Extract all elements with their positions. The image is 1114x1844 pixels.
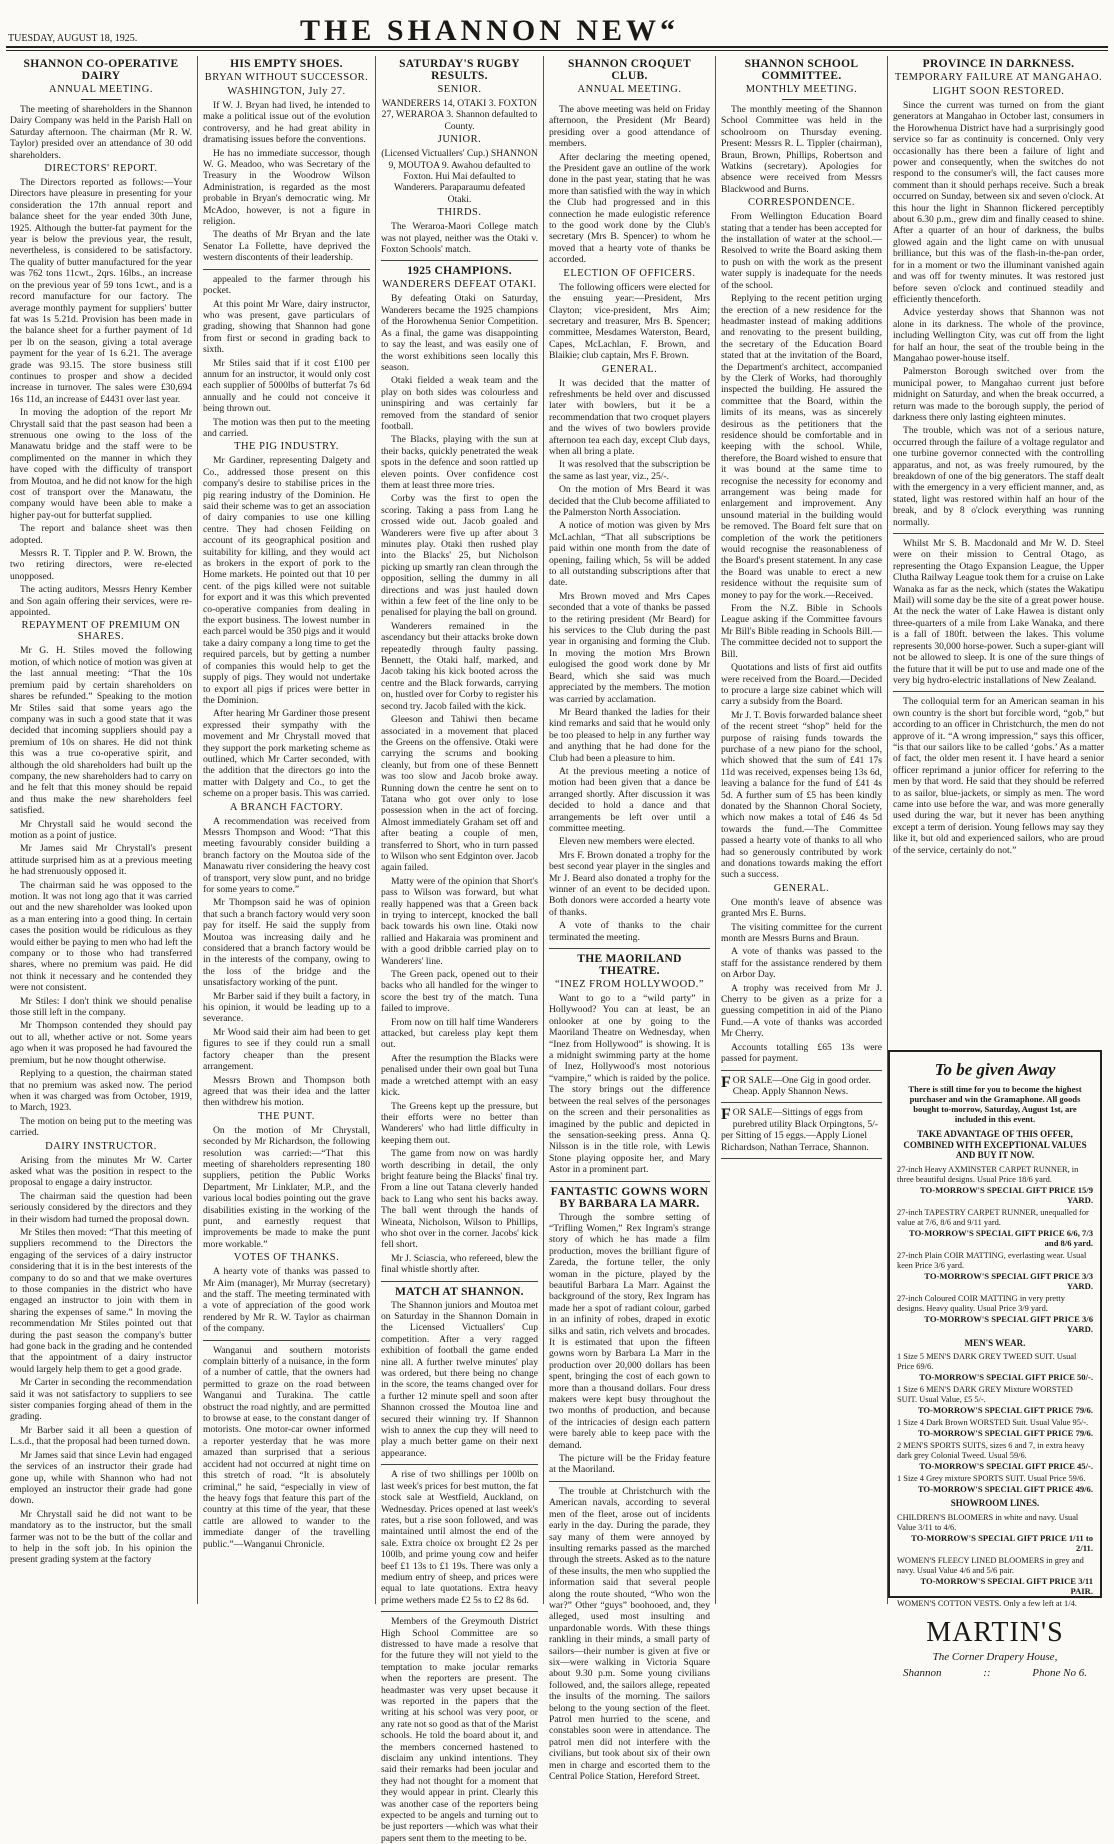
subheading: ELECTION OF OFFICERS.	[563, 267, 696, 279]
paragraph: Arising from the minutes Mr W. Carter asked what was the position in respect to the proposal to engage a dairy instructor.	[10, 1154, 192, 1189]
paragraph: If W. J. Bryan had lived, he intended to make a political issue out of the evolution controversy, and he had great ability in dramatising issues before the conventions.	[203, 100, 370, 146]
gift-price: TO-MORROW'S SPECIAL GIFT PRICE 1/11 to 2/11.	[911, 1532, 1093, 1553]
paragraph: The acting auditors, Messrs Henry Kember and Son again offering their services, were re-appointed.	[10, 584, 192, 619]
subheading: DAIRY INSTRUCTOR.	[45, 1140, 157, 1152]
newspaper-title: THE SHANNON NEW“	[300, 14, 680, 47]
paragraph: Messrs Brown and Thompson both agreed that was their idea and the latter then withdrew his motion.	[203, 1074, 370, 1109]
paragraph: Mr Stiles said that if it cost £100 per annum for an instructor, it would only cost each supplier of 5000lbs of butterfat 7s 6d annually and he could not conceive it being thrown out.	[203, 357, 370, 415]
gift-price: TO-MORROW'S SPECIAL GIFT PRICE 45/-.	[919, 1461, 1093, 1471]
paragraph: Since the current was turned on from the giant generators at Mangahao in October last, consumers in the Horowhenua District have had a surprisingly good service so far as continuity is concerned. Only very occasionally has there been a failure of light and power and consequently, when the switches do not respond to the consumer's will, the fact causes more comment than it should perhaps receive. Such a break occurred on Sunday, between six and seven o'clock. At this hour the light in Shannon flickered perceptibly about 6.30 p.m., grew dim and finally ceased to shine. After a quarter of an hour of darkness, the bulbs glowed again and the light came on with unusual brilliance, but this was of the flash-in-the-pan order, for in a moment or two the illuminant vanished again and was off for twenty minutes. It was restored just before seven o'clock and continued steadily and efficiently thenceforth.	[893, 100, 1104, 305]
paragraph: Replying to a question, the chairman stated that no premium was asked now. The period when it was charged was from October, 1919, to March, 1923.	[10, 1068, 192, 1114]
results: WANDERERS 14, OTAKI 3. FOXTON 27, WERAROA 3. Shannon defaulted to County.	[381, 98, 538, 132]
paragraph: A vote of thanks to the chair terminated the meeting.	[549, 920, 710, 943]
advert-callout: TAKE ADVANTAGE OF THIS OFFER, COMBINED WITH EXCEPTIONAL VALUES AND BUY IT NOW.	[903, 1129, 1087, 1160]
shop-contact	[897, 1667, 1093, 1679]
gift-price: TO-MORROW'S SPECIAL GIFT PRICE 3/6 YARD.	[924, 1313, 1093, 1334]
paragraph: At this point Mr Ware, dairy instructor, who was present, gave particulars of grading, showing that Shannon had gone from first or second in grading back to sixth.	[203, 298, 370, 356]
paragraph: Mrs Brown moved and Mrs Capes seconded that a vote of thanks be passed to the retiring president (Mr Beard) for his services to the Club during the past year in organising and forming the Club. In moving the motion Mrs Brown eulogised the good work done by Mr Beard, which she said was much appreciated by the members. The motion was carried by acclamation.	[549, 590, 710, 705]
paragraph: From now on till half time Wanderers attacked, but careless play kept them out.	[381, 1016, 538, 1051]
paragraph: appealed to the farmer through his pocket.	[203, 273, 370, 297]
paragraph: Gleeson and Tahiwi then became associated in a movement that placed the Greens on the offensive. Otaki were carrying the scrums and booking cleanly, but from one of these Bennett was too slow and Jacob broke away. Running down the centre he sent on to Tatana who got over only to lose possession when in the act of forcing. Almost immediately Graham set off and after beating a couple of men, transferred to Short, who in turn passed to Wilson who sent Edginton over. Jacob again failed.	[381, 714, 538, 874]
subheading: ANNUAL MEETING.	[49, 84, 153, 95]
subheading: THIRDS.	[437, 207, 482, 219]
paragraph: The Shannon juniors and Moutoa met on Saturday in the Shannon Domain in the Licensed Victuallers' Cup competition. After a very ragged exhibition of football the game ended nine all. A further twelve minutes' play was ordered, but there being no change in the score, the teams changed over for a further 12 minute spell and soon after Shannon crossed the Moutoa line and secured their winning try. If Shannon wish to annex the cup they will need to play a much better game on their next appearance.	[381, 1299, 538, 1459]
paragraph: Mr Barber said it all been a question of L.s.d., that the proposal had been turned down.	[10, 1424, 192, 1448]
headline: SHANNON CROQUET CLUB.	[567, 58, 692, 82]
headline: SHANNON CO-OPERATIVE DAIRY	[23, 58, 179, 82]
paragraph: Otaki fielded a weak team and the play on both sides was colourless and uninspiring and was certainly far removed from the standard of senior football.	[381, 375, 538, 432]
headline: SATURDAY'S RUGBY RESULTS.	[399, 58, 520, 82]
paragraph: The Greens kept up the pressure, but their efforts were no better than Wanderers' who had little difficulty in keeping them out.	[381, 1100, 538, 1146]
shop-phone: Phone No 6.	[1032, 1666, 1087, 1679]
paragraph: Accounts totalling £65 13s were passed for payment.	[721, 1041, 882, 1065]
paragraph: He has no immediate successor, though W. G. Meadoo, who was Secretary of the Treasury in the Woodrow Wilson Administration, is regarded as the most probable in Bryan's democratic wing. Mr McAdoo, however, is not a figure in religion.	[203, 147, 370, 228]
paragraph: Wanganui and southern motorists complain bitterly of a nuisance, in the form of a number of cattle, that the owners had permitted to graze on the road between Wanganui and Turakina. The cattle obstruct the road nightly, and are permitted to browse at ease, to the constant danger of motorists. One motor-car owner informed a reporter yesterday that he was more amazed than surprised that a serious accident had not occurred at night time on this stretch of road. “It is absolutely criminal,” he said, “especially in view of the heavy fogs that feature this part of the country at this time of the year, that these cattle are allowed to wander to the immediate danger of the travelling public.”—Wanganui Chronicle.	[203, 1344, 370, 1550]
article-rugby-results	[377, 56, 542, 1844]
subheading: “INEZ FROM HOLLYWOOD.”	[554, 979, 705, 991]
paragraph: Mr Barber said if they built a factory, in his opinion, it would be leading up to a severance.	[203, 990, 370, 1025]
paragraph: The trouble at Christchurch with the American navals, according to several men of the fleet, arose out of incidents early in the day. During the parade, they say many of them were annoyed by insulting remarks passed as the marched through the streets. Asked as to the nature of these insults, the men who supplied the information said that several people along the route shouted, “Who won the war?” Other “guys” boohooed, and, they alleged, used most insulting and unpardonable words. With these things rankling in their minds, a small party of sailors—their number is given at five or six—were walking in Victoria Square about 9.30 p.m. Some young civilians followed, and, the sailors allege, repeated the insults of the morning. The sailors belong to the young section of the fleet. Patrol men hurried to the scene, and constables soon were in attendance. The patrol men did not interfere with the civilians, but took about six of their own men in charge and escorted them to the Central Police Station, Hereford Street.	[549, 1485, 710, 1783]
list-item: WOMEN'S FLEECY LINED BLOOMERS in grey and navy. Usual Value 4/6 and 5/6 pair.	[897, 1555, 1084, 1575]
results: (Licensed Victuallers' Cup.) SHANNON 9, MOUTOA 9. Awahou defaulted to Foxton. Hui Mai defaulted to Wanderers. Paraparaumu defeated Otaki.	[381, 148, 538, 205]
list-item: WOMEN'S COTTON VESTS. Only a few left at 1/4.	[897, 1598, 1077, 1608]
paragraph: The Directors reported as follows:—Your Directors have pleasure in presenting for your consideration the 17th annual report and balance sheet for the year ended 30th June, 1925. Although the butter-fat payment for the year is below the previous year, the result, nevertheless, is considered to be satisfactory. The quality of butter manufactured for the year was 762 tons 11cwt., 2qrs. 16lbs., an increase on the previous year of 59 tons 1cwt., and is a record manufacture for our factory. The average monthly payment for suppliers' butter fat was 1s 5.21d. Provision has been made in the balance sheet for a further payment of 1d per lb on the season, giving a total average payment for the year of 1s 6.21. The average grade was 93.15. The store business still continues to prosper and show a decided increase in turnover. The sales were £30,694 16s 11d, an increase of £4431 over last year.	[10, 177, 192, 405]
headline: FANTASTIC GOWNS WORN BY BARBARA LA MARR.	[550, 1185, 709, 1210]
subheading: MONTHLY MEETING.	[745, 84, 858, 95]
gift-price: TO-MORROW'S SPECIAL GIFT PRICE 79/6.	[917, 1405, 1093, 1415]
section-heading: SHOWROOM LINES.	[950, 1498, 1040, 1508]
article-school-committee	[717, 56, 886, 1604]
paragraph: The deaths of Mr Bryan and the late Senator La Follette, have deprived the western discontents of their leadership.	[203, 229, 370, 264]
paragraph: The picture will be the Friday feature at the Maoriland.	[549, 1453, 710, 1476]
divider	[893, 691, 1104, 692]
paragraph: Mrs F. Brown donated a trophy for the best second year player in the singles and Mr J. Beard also donated a trophy for the winner of an event to be decided upon. Both donors were accorded a hearty vote of thanks.	[549, 849, 710, 918]
divider	[549, 1481, 710, 1482]
paragraph: Mr James said that since Levin had engaged the services of an instructor their grade had gone up, while with Shannon who had not employed an instructor their grade had gone down.	[10, 1449, 192, 1507]
subheading: GENERAL.	[773, 882, 830, 894]
divider	[610, 99, 650, 100]
paragraph: Mr Wood said their aim had been to get figures to see if they could run a small factory cheaper than the present arrangement.	[203, 1026, 370, 1073]
paragraph: One month's leave of absence was granted Mrs E. Burns.	[721, 896, 882, 920]
paragraph: Mr Thompson contended they should pay out to all, whether active or not. Some years ago when it was proposed he had favoured the premium, but he now thought otherwise.	[10, 1020, 192, 1066]
drop-cap: F	[721, 1073, 731, 1091]
gift-price: TO-MORROW'S SPECIAL GIFT PRICE 50/-.	[919, 1372, 1093, 1382]
paragraph: The meeting of shareholders in the Shannon Dairy Company was held in the Parish Hall on Saturday afternoon. The chairman (Mr R. W. Taylor) presided over an attendance of 30 odd shareholders.	[10, 104, 192, 161]
article-dairy-company	[6, 56, 196, 1604]
divider	[203, 1340, 370, 1341]
paragraph: The motion was then put to the meeting and carried.	[203, 416, 370, 439]
masthead	[0, 0, 1114, 46]
paragraph: A rise of two shillings per 100lb on last week's prices for best mutton, the fat stock sale at Westfield, Auckland, on Wednesday. Prices opened at last week's rates, but a rise soon followed, and was maintained until almost the end of the sale. Extra choice ox brought £2 2s per 100lb, and prime young cow and heifer beef £1 13s to £1 19s. There was only a medium entry of sheep, and prices were equal to late quotations. Extra heavy prime wethers made £2 5s to £2 8s 6d.	[381, 1469, 538, 1606]
paragraph: The following officers were elected for the ensuing year:—President, Mrs Clayton; vice-president, Mrs Aim; secretary and treasurer, Mrs B. Spencer; committee, Mesdames Waterston, Beard, Capes, McLachlan, F. Brown, and Blaikie; club captain, Mrs F. Brown.	[549, 281, 710, 362]
paragraph: By defeating Otaki on Saturday, Wanderers became the 1925 champions of the Horowhenua Senior Competition. As a final, the game was disappointing to say the least, and was easily one of the worst exhibitions seen locally this season.	[381, 293, 538, 373]
paragraph: A trophy was received from Mr J. Cherry to be given as a prize for a guessing competition in aid of the Piano Fund.—A vote of thanks was accorded Mr Cherry.	[721, 982, 882, 1040]
list-item: 27-inch TAPESTRY CARPET RUNNER, unequalled for value at 7/6, 8/6 and 9/11 yard.	[897, 1207, 1089, 1227]
gift-price: TO-MORROW'S SPECIAL GIFT PRICE 3/11 PAIR.	[920, 1575, 1093, 1596]
masthead-rule	[6, 46, 1108, 48]
subheading: ANNUAL MEETING.	[577, 84, 682, 95]
paragraph: Mr Thompson said he was of opinion that such a branch factory would very soon pay for itself. He said the supply from Moutoa was increasing daily and he considered that a branch factory would be in the interests of the company, owing to the loss of the bridge and the unsatisfactory working of the punt.	[203, 897, 370, 989]
divider	[721, 1070, 882, 1071]
divider	[381, 260, 538, 261]
subheading: GENERAL.	[601, 363, 658, 375]
item-list	[897, 1352, 1093, 1494]
column-divider	[543, 56, 544, 1604]
list-item: 1 Size 5 MEN'S DARK GREY TWEED SUIT. Usual Price 69/6.	[897, 1352, 1077, 1371]
paragraph: Advice yesterday shows that Shannon was not alone in its darkness. The whole of the province, including Wellington City, was cut off from the light for half an hour, the seat of the trouble being in the Mangahao power-house itself.	[893, 307, 1104, 364]
divider	[381, 1464, 538, 1465]
gift-price: TO-MORROW'S SPECIAL GIFT PRICE 6/6, 7/3 and 8/6 yard.	[909, 1227, 1093, 1248]
paragraph: Matty were of the opinion that Short's pass to Wilson was forward, but what really happened was that a Green back in trying to intercept, knocked the ball back towards his own line. Otaki now rallied and Hakaraia was prominent and with a good dribble carried play on to Wanderers' line.	[381, 875, 538, 967]
subheading: CORRESPONDENCE.	[748, 197, 855, 209]
article-province-darkness	[889, 56, 1108, 1046]
headline: SHANNON SCHOOL COMMITTEE.	[744, 58, 859, 82]
paragraph: In moving the adoption of the report Mr Chrystall said that the past season had been a strenuous one owing to the loss of the Manawatu bridge and the staff were to be complimented on the manner in which they have coped with the difficulty of transport from Moutoa, and he did not know for the high cost of transport over the Manawatu, the company would have been able to make a higher pay-out for butterfat supplied.	[10, 407, 192, 521]
paragraph: Mr Gardiner, representing Dalgety and Co., addressed those present on this company's desire to stabilise prices in the pig rearing industry of the Dominion. He said their scheme was to get an association of dairy companies to use one killing centre. They had chosen Feilding on account of its geographical position and suitability for killing, and they would act as brokers in the export of pork to the Home markets. He pointed out that 10 per cent. of the pigs killed were not suitable for export and it was this which prevented co-operative companies from dealing in the export business. The lowest number in each parcel would be 350 pigs and it would take a dairy company a long time to get the required parcels, but by getting a number of companies this would help to get the supply of pigs. They would not undertake to export all pigs if prices were better in the Dominion.	[203, 455, 370, 706]
divider	[721, 1158, 882, 1159]
divider	[549, 948, 710, 949]
paragraph: The monthly meeting of the Shannon School Committee was held in the schoolroom on Thursday evening. Present: Messrs R. L. Tippler (chairman), Braun, Brown, Phillips, Robertson and Watkins (secretary). Apologies for absence were received from Messrs Blackwood and Burns.	[721, 104, 882, 195]
paragraph: Whilst Mr S. B. Macdonald and Mr W. D. Steel were on their mission to Central Otago, as representing the Otago Expansion League, the Upper Clutha Railway League took them for a cruise on Lake Wanaka as far as the neck, which (states the Wakatipu Mail) will some day be the site of a great power house. At the neck the water of Lake Hawea is distant only three-quarters of a mile from Lake Wanaka, and there is a fall of 180ft. between the lakes. This volume represents 30,000 horse-power. Such a super-giant will not be allowed to sleep. It is one of the sure things of the future that it will be put to use and made one of the very big hydro-electric installations of New Zealand.	[893, 538, 1105, 686]
divider	[721, 1102, 882, 1103]
separator: ::	[983, 1666, 991, 1679]
column-divider	[715, 56, 716, 1604]
list-item: 2 MEN'S SPORTS SUITS, sizes 6 and 7, in extra heavy dark grey Colonial Tweed. Usual 59/6.	[897, 1441, 1085, 1460]
paragraph: A hearty vote of thanks was passed to Mr Aim (manager), Mr Murray (secretary) and the staff. The meeting terminated with a vote of appreciation of the good work rendered by Mr R. W. Taylor as chairman of the company.	[203, 1266, 370, 1335]
paragraph: On the motion of Mrs Beard it was decided that the Club become affiliated to the Palmerston North Association.	[549, 484, 710, 518]
subheading: REPAYMENT OF PREMIUM ON SHARES.	[21, 620, 181, 643]
subheading: BRYAN WITHOUT SUCCESSOR.	[204, 72, 369, 83]
list-item: 1 Size 6 MEN'S DARK GREY Mixture WORSTED SUIT. Usual Value, £5 5/-.	[897, 1385, 1073, 1404]
paragraph: Members of the Greymouth District High School Committee are so distressed to have made a resolve that for the future they will not yield to the temptation to make jocular remarks when the reporters are present. The headmaster was very upset because it was reported in the papers that the writing at his school was very poor, or any rate not so good as that of the Marist schools. He told the board about it, and the members concerned hastened to disclaim any unkind intentions. They said their remarks had been jocular and they had not thought for a moment that they would appear in print. Clearly this was another case of the reporters being expected to be angels and turning out to be just reporters —which was what their papers sent them to the meeting to be.	[381, 1616, 538, 1844]
paragraph: The game from now on was hardly worth describing in detail, the only bright feature being the Blacks' final try. From a line out Tatana cleverly handed back to Lang who sent his backs away. The ball went through the hands of Wineata, Nicholson, Wilson to Phillips, who shot over in the corner. Jacobs' kick fell short.	[381, 1148, 538, 1251]
list-item: 1 Size 4 Grey mixture SPORTS SUIT. Usual Price 59/6.	[897, 1474, 1086, 1483]
subheading: LIGHT SOON RESTORED.	[932, 86, 1065, 97]
paragraph: The Blacks, playing with the sun at their backs, quickly penetrated the weak spots in the defence and soon rattled up eleven points. Over confidence cost them at least three more tries.	[381, 434, 538, 491]
section-heading: MEN'S WEAR.	[964, 1337, 1026, 1348]
divider	[782, 99, 822, 100]
shop-tagline: The Corner Drapery House,	[932, 1650, 1058, 1663]
headline: HIS EMPTY SHOES.	[230, 58, 343, 70]
divider	[893, 533, 1104, 534]
paragraph: Replying to the recent petition urging the erection of a new residence for the headmaster instead of making additions and renovating to the present building, the secretary of the Education Board stated that at the invitation of the Board, the Department's architect, accompanied by the Clerk of Works, had thoroughly inspected the building. He assured the committee that the Board, within the limits of its means, was as sincerely desirous as the petitioners that the residence should be comfortable and in keeping with the school. While, therefore, the Board wished to ensure that it was bound at the same time to recognise the necessity for economy and arrangement was being made for enlargement and improvement. Any unsound material in the building would be removed. The Board felt sure that on completion of the work the petitioners would recognise the reasonableness of the Board's present statement. In any case the Board was unable to erect a new residence without the requisite sum of money to pay for the work.—Received.	[721, 293, 882, 601]
paragraph: Mr G. H. Stiles moved the following motion, of which notice of motion was given at the last annual meeting: “That the 10s premium paid by certain shareholders on shares be refunded.” Speaking to the motion Mr Stiles said that some years ago the company was in such a good state that it was decided that incoming suppliers should pay a premium of 10s on shares. He did not think this was a true co-operative spirit, and although the old shareholders had built up the company, the new shareholders had to carry on and he felt that this money should be repaid and thus make the new shareholders feel satisfied.	[10, 645, 192, 817]
gift-price: TO-MORROW'S SPECIAL GIFT PRICE 15/9 YARD.	[919, 1184, 1093, 1205]
paragraph: Mr Chrystall said he would second the motion as a point of justice.	[10, 818, 192, 841]
paragraph: Mr J. Sciascia, who refereed, blew the final whistle shortly after.	[381, 1252, 538, 1276]
paragraph: From Wellington Education Board stating that a tender has been accepted for the installation of water at the school.—Resolved to write the Board asking them to push on with the work as the present water supply is inadequate for the needs of the school.	[721, 211, 882, 291]
advert-heading: To be given Away	[934, 1060, 1056, 1079]
paragraph: Palmerston Borough switched over from the municipal power, to Mangahao current just before midnight on Saturday, and when the break occurred, a return was made to the borough supply, the period of darkness there only lasting eighteen minutes.	[893, 366, 1104, 423]
paragraph: The above meeting was held on Friday afternoon, the President (Mr Beard) presiding over a good attendance of members.	[549, 104, 710, 150]
classified-text: OR SALE—Sittings of eggs from purebred utility Black Orpingtons, 5/- per Sitting of 15 eggs.—Apply Lionel Richardson, Nathan Terrace, Shannon.	[721, 1107, 878, 1153]
paragraph: It was decided that the matter of refreshments be held over and discussed later with bowlers, but it be a recommendation that two croquet players and the wives of two bowlers provide afternoon tea each day, except Club days, when all bring a plate.	[549, 377, 710, 457]
paragraph: Mr Chrystall said he did not want to be mandatory as to the instructor, but the small farmer was not to be the butt of the collar and to help in the soft job. In his opinion the present grading system at the factory	[10, 1508, 192, 1566]
paragraph: A recommendation was received from Messrs Thompson and Wood: “That this meeting favourably consider building a branch factory on the Moutoa side of the Manawatu river considering the heavy cost of transport, very slow punt, and no bridge for some years to come.”	[203, 815, 370, 895]
divider	[203, 269, 370, 270]
headline: 1925 CHAMPIONS.	[407, 265, 512, 278]
paragraph: Mr Stiles: I don't think we should penalise those still left in the company.	[10, 995, 192, 1019]
paragraph: The visiting committee for the current month are Messrs Burns and Braun.	[721, 921, 882, 945]
classified-text: OR SALE—One Gig in good order. Cheap. Apply Shannon News.	[732, 1074, 871, 1097]
list-item: 27-inch Coloured COIR MATTING in very pretty designs. Heavy quality. Usual Price 3/9 yard.	[897, 1293, 1065, 1313]
divider	[381, 1281, 538, 1282]
paragraph: Mr J. T. Bovis forwarded balance sheet of the recent street “shop” held for the purpose of raising funds towards the purchase of a new piano for the school, which showed that the sum of £41 17s 11d was received, expenses being 13s 6d, leaving a balance for the fund of £41 4s 5d. A further sum of £5 has been kindly donated by the Shannon Choral Society, which now makes a total of £46 4s 5d towards the fund.—The Committee passed a hearty vote of thanks to all who had so generously contributed by work and donations towards making the effort such a success.	[721, 709, 882, 881]
subheading: A BRANCH FACTORY.	[229, 801, 344, 813]
paragraph: Wanderers remained in the ascendancy but their attacks broke down repeatedly through faulty passing. Bennett, the Otaki half, marked, and Jacob taking his kick booted across the centre and the Black forwards, carrying on, hustled over for Corby to register his second try. Jacob failed with the kick.	[381, 620, 538, 712]
classified-ad	[721, 1107, 882, 1153]
paragraph: The colloquial term for an American seaman in his own country is the short but forcible word, “gob,” but according to an officer in Christchurch, the men do not approve of it. “A wrong impression,” says this officer, “is that our sailors like to be called ‘gobs.’ As a matter of fact, the older men resent it. I have heard a senior officer reprimand a junior officer for referring to the men by that word. He said that they should be referred to as sailor, blue-jackets, or simply as men. The word came into use before the war, and was more generally used during the war, but it never has been anything except a term of derision. Young fellows may say they like it, but old and experienced sailors, who are proud of the service, certainly do not.”	[893, 696, 1104, 856]
paragraph: The motion on being put to the meeting was carried.	[10, 1115, 192, 1139]
subheading: THE PIG INDUSTRY.	[234, 441, 339, 453]
article-empty-shoes	[199, 56, 374, 1604]
subheading: JUNIOR.	[437, 134, 482, 146]
paragraph: Eleven new members were elected.	[559, 836, 695, 848]
paragraph: The trouble, which was not of a serious nature, occurred through the failure of a voltage regulator and one turbine governor connected with the controlling apparatus, and not, as was freely rumoured, by the breakdown of one of the big generators. The staff dealt with the emergency in a very efficient manner, and, as stated, light was restored within half an hour of the break, and by 8 o'clock everything was running normally.	[893, 425, 1104, 528]
column-divider	[375, 56, 376, 1604]
paragraph: Mr Carter in seconding the recommendation said it was not satisfactory to suppliers to see sister companies forging ahead of them in the grading.	[10, 1377, 192, 1423]
headline: MATCH AT SHANNON.	[395, 1285, 524, 1298]
headline: PROVINCE IN DARKNESS.	[922, 58, 1075, 70]
paragraph: The chairman said the question had been seriously considered by the directors and they in their wisdom had turned the proposal down.	[10, 1190, 192, 1225]
gift-price: TO-MORROW'S SPECIAL GIFT PRICE 79/6.	[917, 1428, 1093, 1438]
gift-price: TO-MORROW'S SPECIAL GIFT PRICE 49/6.	[917, 1484, 1093, 1494]
paragraph: At the previous meeting a notice of motion had been given that a dance be arranged shortly. After discussion it was decided to hold a dance and that arrangements be left over until a committee meeting.	[549, 765, 710, 834]
list-item: 27-inch Plain COIR MATTING, everlasting wear. Usual keen Price 3/6 yard.	[897, 1250, 1087, 1270]
subheading: WANDERERS DEFEAT OTAKI.	[382, 279, 537, 291]
paragraph: Mr Stiles then moved: “That this meeting of suppliers recommend to the Directors the engaging of the services of a dairy instructor considering that it is in the best interests of the company to do so and that we make overtures to those companies in the district who have engaged an instructor to join with them in sharing the expenses of same.” In moving the recommendation Mr Stiles pointed out that during the past season the company's butter had gone back in the grading and he contended that the appointment of a dairy instructor would largely help them to get a good grade.	[10, 1226, 192, 1375]
paragraph: After hearing Mr Gardiner those present expressed their sympathy with the movement and Mr Chrystall moved that they support the pork marketing scheme as outlined, which Mr Carter seconded, with the addition that the directors go into the matter with Dalgety and Co., to get the scheme on a proper basis. This was carried.	[203, 708, 370, 800]
article-croquet-club	[545, 56, 714, 1783]
paragraph: After declaring the meeting opened, the President gave an outline of the work done in the past year, stating that he was more than satisfied with the way in which the Club had progressed and in this connection he made eulogistic reference to the good work done by the Club's secretary (Mrs B. Spencer) to whom he moved that a hearty vote of thanks be accorded.	[549, 151, 710, 266]
issue-date: TUESDAY, AUGUST 18, 1925.	[8, 33, 138, 44]
subheading: THE PUNT.	[258, 1110, 315, 1122]
paragraph: The Weraroa-Maori College match was not played, neither was the Otaki v. Foxton Schools' match.	[381, 221, 538, 256]
paragraph: The Green pack, opened out to their backs who all handled for the winger to score the best try of the match. Tuna failed to improve.	[381, 969, 538, 1015]
item-list	[897, 1513, 1093, 1609]
paragraph: Messrs R. T. Tippler and P. W. Brown, the two retiring directors, were re-elected unopposed.	[10, 548, 192, 582]
paragraph: It was resolved that the subscription be the same as last year, viz., 25/-.	[549, 459, 710, 482]
paragraph: The report and balance sheet was then adopted.	[10, 523, 192, 546]
subheading: VOTES OF THANKS.	[233, 1252, 340, 1264]
paragraph: Quotations and lists of first aid outfits were received from the Board.—Decided to procure a large size cabinet which will carry a subsidy from the Board.	[721, 662, 882, 708]
list-item: CHILDREN'S BLOOMERS in white and navy. Usual Value 3/11 to 4/6.	[897, 1512, 1079, 1532]
drop-cap: F	[721, 1106, 731, 1124]
divider	[81, 99, 121, 100]
shop-town: Shannon	[903, 1666, 942, 1679]
masthead-rule-thin	[6, 50, 1108, 51]
paragraph: A notice of motion was given by Mrs McLachlan, “That all subscriptions be paid within one month from the date of opening, failing which, 5s will be added to all outstanding subscriptions after that date.	[549, 520, 710, 589]
divider	[381, 1611, 538, 1612]
paragraph: From the N.Z. Bible in Schools League asking if the Committee favours Mr Bill's Bible reading in Schools Bill.—The committee decided not to support the Bill.	[721, 603, 882, 660]
advert-intro: There is still time for you to become the highest purchaser and win the Gramaphone. All goods bought to-morrow, Saturday, August 1st, are included in this event.	[908, 1084, 1082, 1124]
shop-name: MARTIN'S	[926, 1616, 1064, 1648]
headline: THE MAORILAND THEATRE.	[577, 953, 682, 978]
paragraph: A vote of thanks was passed to the staff for the assistance rendered by them on Arbor Day.	[721, 946, 882, 981]
classified-ad	[721, 1075, 882, 1098]
paragraph: Through the sombre setting of “Trifling Women,” Rex Ingram's strange story of which he has made a film production, moves the brilliant figure of Zareda, the fortune teller, the only woman in the picture, played by the beautiful Barbara La Marr. Against the background of the story, Rex Ingram has made her a spot of radiant colour, garbed in an infinity of robes, draped in exotic silks and satin, rich velvets and brocades. It is estimated that upon the fifteen gowns worn by Barbara La Marr in the production over 20,000 dollars has been spent, bringing the cost of each gown to more than a thousand dollars. Four dress makers were kept busy throughout the two months of production, and because of the intricacies of design each pattern were barely able to keep pace with the demand.	[549, 1211, 710, 1451]
paragraph: On the motion of Mr Chrystall, seconded by Mr Richardson, the following resolution was carried:—“That this meeting of shareholders representing 180 suppliers, petition the Public Works Department, Mr Linklater, M.P., and the various local bodies pointing out the grave disabilities existing in the working of the punt, and earnestly request that improvements be made to make the punt more workable.”	[203, 1124, 370, 1250]
paragraph: After the resumption the Blacks were penalised under their own goal but Tuna made a wretched attempt with an easy kick.	[381, 1052, 538, 1099]
gift-price: TO-MORROW'S SPECIAL GIFT PRICE 3/3 YARD.	[924, 1270, 1093, 1291]
paragraph: Want to go to a “wild party” in Hollywood? You can at least, be an onlooker at one by going to the Maoriland Theatre on Wednesday, when “Inez from Hollywood” is showing. It is a midnight swimming party at the home of Inez, Hollywood's most notorious “vampire,” which is raided by the police. The story brings out the difference between the real selves of the personages on the screen and their personalities as imagined by the public and depicted in the sensation-seeking press. Anna Q. Nilsson is in the title role, with Lewis Stone playing opposite her, and Mary Astor in a prominent part.	[549, 993, 710, 1176]
subheading: DIRECTORS' REPORT.	[44, 163, 158, 175]
list-item: 1 Size 4 Dark Brown WORSTED Suit. Usual Value 95/-.	[897, 1418, 1089, 1427]
list-item: 27-inch Heavy AXMINSTER CARPET RUNNER, in three beautiful designs. Usual Price 18/6 yard.	[897, 1164, 1079, 1184]
subheading: TEMPORARY FAILURE AT MANGAHAO.	[894, 72, 1103, 83]
dateline: WASHINGTON, July 27.	[227, 86, 346, 97]
paragraph: Mr Beard thanked the ladies for their kind remarks and said that he would only be too pleased to help in any further way and anything that he had done for the Club had been a pleasure to him.	[549, 706, 710, 764]
paragraph: Mr James said Mr Chrystall's present attitude surprised him as at a previous meeting he had strenuously opposed it.	[10, 843, 192, 878]
divider	[549, 1181, 710, 1182]
paragraph: Corby was the first to open the scoring. Taking a pass from Lang he crossed wide out. Jacob goaled and Wanderers were five up after about 3 minutes play. Otaki then rushed play into the Blacks' 25, but Nicholson picking up smartly ran clean through the opposition, selling the dummy in all directions and was just hauled down within a few feet of the line only to be penalised for playing the ball on ground.	[381, 493, 538, 619]
paragraph: The chairman said he was opposed to the motion. It was not long ago that it was carried out and the new shareholder was looked upon as a man entering into a good thing. In certain cases the position would be ridiculous as they would either be paying to men who had left the company or to those who had transferred shares, where no premium was paid. He did not think it necessary and he contended they were not consistent.	[10, 879, 192, 994]
column-divider	[197, 56, 198, 1604]
martins-advertisement	[888, 1050, 1102, 1679]
item-list	[897, 1165, 1093, 1334]
subheading: SENIOR.	[437, 84, 482, 95]
